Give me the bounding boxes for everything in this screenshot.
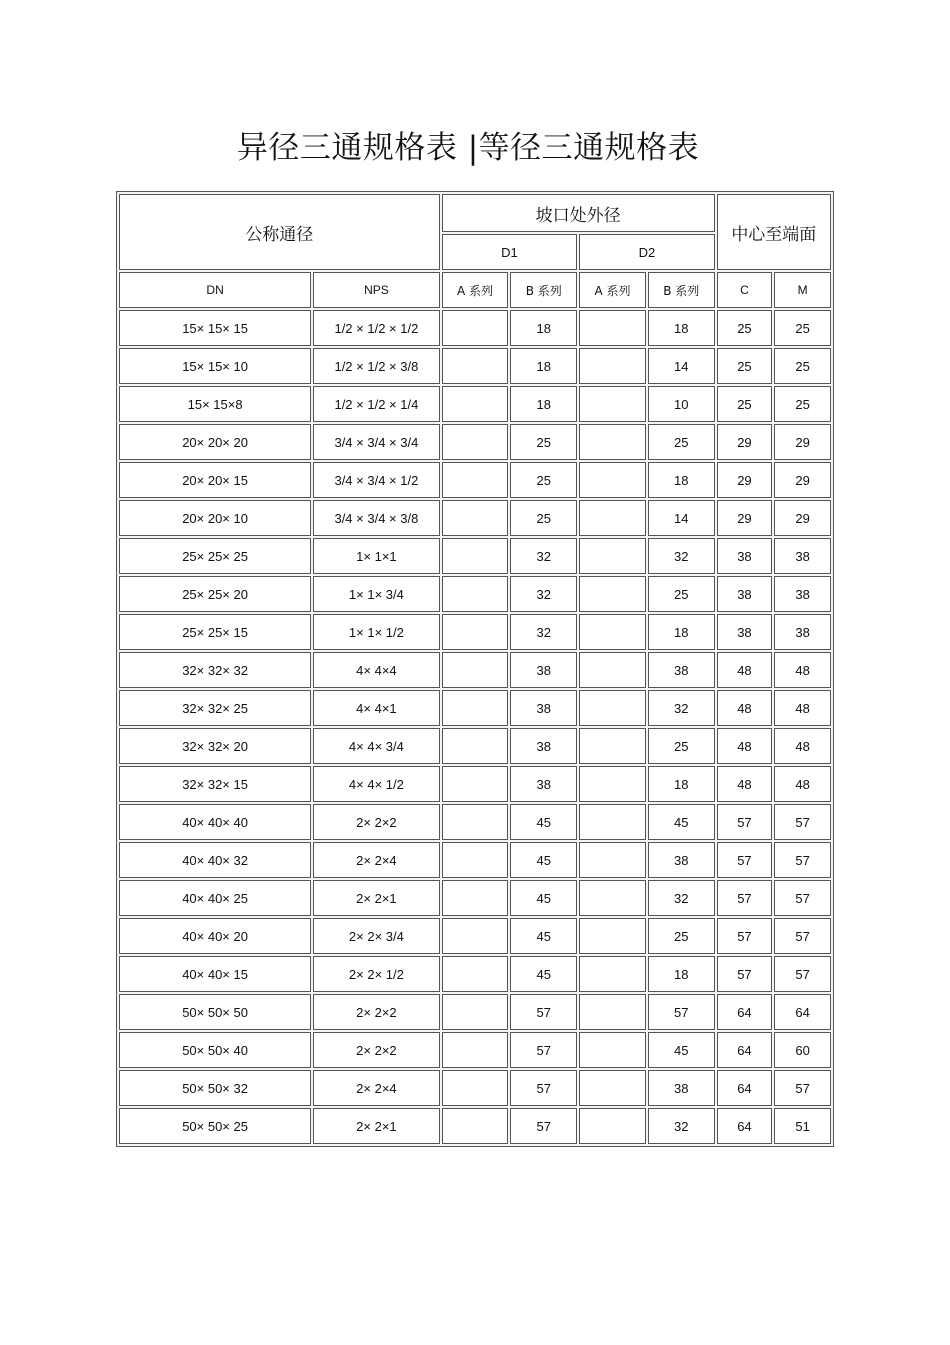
cell-d2-a-series	[579, 348, 646, 384]
cell-d2-a-series	[579, 690, 646, 726]
cell-c: 64	[717, 994, 773, 1030]
table-row	[119, 956, 831, 992]
cell-dn: 32× 32× 20	[119, 728, 311, 764]
table-row	[119, 386, 831, 422]
cell-c: 29	[717, 500, 773, 536]
cell-d1-a-series	[442, 1108, 509, 1144]
cell-nps: 2× 2×4	[313, 1070, 439, 1106]
cell-d1-a-series	[442, 310, 509, 346]
cell-d1-a-series	[442, 918, 509, 954]
spec-table-container	[116, 191, 834, 1147]
cell-d2-b-series: 10	[648, 386, 715, 422]
table-row	[119, 804, 831, 840]
cell-d1-b-series: 18	[510, 348, 577, 384]
cell-m: 57	[774, 956, 831, 992]
table-row	[119, 614, 831, 650]
cell-nps: 2× 2× 3/4	[313, 918, 439, 954]
cell-dn: 15× 15× 15	[119, 310, 311, 346]
cell-m: 64	[774, 994, 831, 1030]
cell-d1-b-series: 57	[510, 1108, 577, 1144]
cell-dn: 40× 40× 15	[119, 956, 311, 992]
cell-m: 38	[774, 538, 831, 574]
cell-c: 48	[717, 652, 773, 688]
cell-c: 64	[717, 1108, 773, 1144]
cell-d2-a-series	[579, 462, 646, 498]
cell-dn: 50× 50× 50	[119, 994, 311, 1030]
cell-d1-a-series	[442, 614, 509, 650]
cell-d1-b-series: 18	[510, 310, 577, 346]
cell-d1-b-series: 38	[510, 766, 577, 802]
table-row	[119, 766, 831, 802]
cell-d1-a-series	[442, 348, 509, 384]
cell-c: 48	[717, 728, 773, 764]
header-d2-a-series: A 系列	[579, 272, 646, 308]
cell-m: 38	[774, 576, 831, 612]
cell-m: 57	[774, 804, 831, 840]
cell-c: 25	[717, 386, 773, 422]
cell-d2-b-series: 45	[648, 804, 715, 840]
cell-d2-a-series	[579, 918, 646, 954]
cell-d2-b-series: 32	[648, 538, 715, 574]
cell-dn: 40× 40× 20	[119, 918, 311, 954]
cell-c: 57	[717, 956, 773, 992]
cell-d1-a-series	[442, 956, 509, 992]
cell-d1-b-series: 38	[510, 728, 577, 764]
table-row	[119, 690, 831, 726]
cell-c: 57	[717, 880, 773, 916]
cell-d2-b-series: 32	[648, 1108, 715, 1144]
header-d1-a-series: A 系列	[442, 272, 509, 308]
cell-d1-b-series: 57	[510, 1032, 577, 1068]
cell-d2-b-series: 57	[648, 994, 715, 1030]
cell-m: 57	[774, 842, 831, 878]
cell-c: 29	[717, 424, 773, 460]
cell-d1-a-series	[442, 652, 509, 688]
cell-dn: 50× 50× 25	[119, 1108, 311, 1144]
cell-d1-b-series: 45	[510, 880, 577, 916]
cell-d2-a-series	[579, 994, 646, 1030]
cell-d1-a-series	[442, 728, 509, 764]
cell-dn: 40× 40× 32	[119, 842, 311, 878]
cell-nps: 1/2 × 1/2 × 1/4	[313, 386, 439, 422]
cell-d1-a-series	[442, 994, 509, 1030]
header-d1-b-series: B 系列	[510, 272, 577, 308]
cell-nps: 2× 2×1	[313, 880, 439, 916]
table-row	[119, 1108, 831, 1144]
header-d2: D2	[579, 234, 715, 270]
cell-nps: 2× 2×4	[313, 842, 439, 878]
cell-nps: 2× 2×1	[313, 1108, 439, 1144]
cell-m: 60	[774, 1032, 831, 1068]
cell-nps: 1/2 × 1/2 × 1/2	[313, 310, 439, 346]
cell-d1-a-series	[442, 462, 509, 498]
cell-dn: 40× 40× 40	[119, 804, 311, 840]
cell-d2-b-series: 38	[648, 652, 715, 688]
cell-nps: 1× 1× 3/4	[313, 576, 439, 612]
cell-c: 64	[717, 1032, 773, 1068]
cell-m: 51	[774, 1108, 831, 1144]
cell-d2-a-series	[579, 766, 646, 802]
header-nominal-diameter: 公称通径	[119, 194, 440, 270]
cell-d2-a-series	[579, 386, 646, 422]
cell-m: 25	[774, 310, 831, 346]
cell-d2-b-series: 18	[648, 310, 715, 346]
cell-d1-a-series	[442, 386, 509, 422]
cell-d1-b-series: 25	[510, 462, 577, 498]
cell-d2-b-series: 25	[648, 728, 715, 764]
cell-d2-b-series: 45	[648, 1032, 715, 1068]
table-row	[119, 310, 831, 346]
cell-d2-b-series: 38	[648, 1070, 715, 1106]
header-d2-b-series: B 系列	[648, 272, 715, 308]
cell-d1-a-series	[442, 880, 509, 916]
cell-d1-b-series: 38	[510, 690, 577, 726]
cell-nps: 1× 1×1	[313, 538, 439, 574]
cell-d2-b-series: 18	[648, 614, 715, 650]
cell-d1-a-series	[442, 500, 509, 536]
cell-dn: 25× 25× 25	[119, 538, 311, 574]
cell-d2-a-series	[579, 804, 646, 840]
cell-c: 25	[717, 348, 773, 384]
cell-d2-b-series: 25	[648, 576, 715, 612]
cell-nps: 4× 4×4	[313, 652, 439, 688]
cell-d1-a-series	[442, 538, 509, 574]
cell-c: 38	[717, 576, 773, 612]
cell-d1-b-series: 32	[510, 538, 577, 574]
cell-d2-a-series	[579, 1032, 646, 1068]
cell-dn: 40× 40× 25	[119, 880, 311, 916]
cell-dn: 20× 20× 10	[119, 500, 311, 536]
cell-d2-b-series: 38	[648, 842, 715, 878]
table-row	[119, 918, 831, 954]
cell-c: 64	[717, 1070, 773, 1106]
cell-d1-b-series: 38	[510, 652, 577, 688]
cell-d1-a-series	[442, 576, 509, 612]
cell-d2-b-series: 32	[648, 690, 715, 726]
cell-dn: 32× 32× 15	[119, 766, 311, 802]
cell-d1-a-series	[442, 766, 509, 802]
cell-m: 57	[774, 880, 831, 916]
table-row	[119, 880, 831, 916]
cell-d1-a-series	[442, 1032, 509, 1068]
cell-m: 48	[774, 690, 831, 726]
spec-table	[116, 191, 834, 1147]
cell-c: 57	[717, 804, 773, 840]
cell-d2-a-series	[579, 1070, 646, 1106]
cell-nps: 2× 2×2	[313, 1032, 439, 1068]
table-row	[119, 1032, 831, 1068]
cell-dn: 20× 20× 20	[119, 424, 311, 460]
header-bevel-outer-diameter: 坡口处外径	[442, 194, 715, 232]
page-title: 异径三通规格表 |等径三通规格表	[236, 130, 700, 166]
cell-d2-b-series: 18	[648, 462, 715, 498]
cell-c: 29	[717, 462, 773, 498]
table-row	[119, 1070, 831, 1106]
cell-dn: 32× 32× 32	[119, 652, 311, 688]
cell-d1-b-series: 45	[510, 842, 577, 878]
cell-m: 25	[774, 386, 831, 422]
cell-m: 57	[774, 918, 831, 954]
cell-m: 48	[774, 766, 831, 802]
cell-d1-b-series: 25	[510, 500, 577, 536]
cell-m: 25	[774, 348, 831, 384]
cell-dn: 25× 25× 15	[119, 614, 311, 650]
cell-d1-b-series: 45	[510, 804, 577, 840]
cell-d1-a-series	[442, 690, 509, 726]
cell-d2-a-series	[579, 1108, 646, 1144]
cell-d1-b-series: 25	[510, 424, 577, 460]
cell-d2-a-series	[579, 842, 646, 878]
cell-c: 57	[717, 918, 773, 954]
header-c: C	[717, 272, 773, 308]
cell-m: 38	[774, 614, 831, 650]
cell-d1-b-series: 45	[510, 918, 577, 954]
table-row	[119, 424, 831, 460]
cell-nps: 3/4 × 3/4 × 3/8	[313, 500, 439, 536]
cell-m: 29	[774, 462, 831, 498]
table-row	[119, 462, 831, 498]
header-center-to-end: 中心至端面	[717, 194, 831, 270]
cell-d2-a-series	[579, 500, 646, 536]
cell-d1-b-series: 18	[510, 386, 577, 422]
cell-nps: 4× 4×1	[313, 690, 439, 726]
cell-dn: 50× 50× 40	[119, 1032, 311, 1068]
cell-d2-a-series	[579, 424, 646, 460]
cell-d2-b-series: 18	[648, 956, 715, 992]
cell-dn: 15× 15×8	[119, 386, 311, 422]
table-row	[119, 576, 831, 612]
header-dn: DN	[119, 272, 311, 308]
cell-nps: 4× 4× 1/2	[313, 766, 439, 802]
cell-d1-b-series: 57	[510, 994, 577, 1030]
cell-dn: 32× 32× 25	[119, 690, 311, 726]
header-m: M	[774, 272, 831, 308]
cell-d2-a-series	[579, 652, 646, 688]
cell-d2-a-series	[579, 310, 646, 346]
cell-d2-b-series: 32	[648, 880, 715, 916]
cell-nps: 2× 2×2	[313, 994, 439, 1030]
cell-d2-a-series	[579, 538, 646, 574]
cell-d2-a-series	[579, 956, 646, 992]
cell-nps: 1× 1× 1/2	[313, 614, 439, 650]
cell-dn: 50× 50× 32	[119, 1070, 311, 1106]
cell-c: 57	[717, 842, 773, 878]
cell-d1-a-series	[442, 424, 509, 460]
table-row	[119, 538, 831, 574]
cell-c: 48	[717, 766, 773, 802]
cell-dn: 15× 15× 10	[119, 348, 311, 384]
cell-c: 25	[717, 310, 773, 346]
cell-nps: 3/4 × 3/4 × 3/4	[313, 424, 439, 460]
cell-nps: 2× 2× 1/2	[313, 956, 439, 992]
cell-d2-b-series: 25	[648, 918, 715, 954]
cell-m: 29	[774, 424, 831, 460]
cell-d2-a-series	[579, 614, 646, 650]
table-row	[119, 500, 831, 536]
cell-nps: 1/2 × 1/2 × 3/8	[313, 348, 439, 384]
cell-nps: 3/4 × 3/4 × 1/2	[313, 462, 439, 498]
table-row	[119, 348, 831, 384]
cell-d2-b-series: 14	[648, 500, 715, 536]
table-row	[119, 994, 831, 1030]
cell-m: 48	[774, 652, 831, 688]
cell-d1-b-series: 57	[510, 1070, 577, 1106]
cell-dn: 25× 25× 20	[119, 576, 311, 612]
cell-d1-b-series: 32	[510, 614, 577, 650]
cell-d1-a-series	[442, 1070, 509, 1106]
cell-d2-a-series	[579, 576, 646, 612]
cell-d2-b-series: 18	[648, 766, 715, 802]
cell-m: 29	[774, 500, 831, 536]
cell-d2-b-series: 14	[648, 348, 715, 384]
cell-d2-b-series: 25	[648, 424, 715, 460]
cell-c: 48	[717, 690, 773, 726]
cell-c: 38	[717, 614, 773, 650]
header-d1: D1	[442, 234, 578, 270]
table-row	[119, 842, 831, 878]
cell-d1-a-series	[442, 804, 509, 840]
header-nps: NPS	[313, 272, 439, 308]
cell-nps: 2× 2×2	[313, 804, 439, 840]
cell-d2-a-series	[579, 880, 646, 916]
cell-m: 48	[774, 728, 831, 764]
cell-d2-a-series	[579, 728, 646, 764]
cell-d1-a-series	[442, 842, 509, 878]
cell-d1-b-series: 45	[510, 956, 577, 992]
cell-d1-b-series: 32	[510, 576, 577, 612]
cell-dn: 20× 20× 15	[119, 462, 311, 498]
cell-c: 38	[717, 538, 773, 574]
table-row	[119, 728, 831, 764]
cell-nps: 4× 4× 3/4	[313, 728, 439, 764]
cell-m: 57	[774, 1070, 831, 1106]
table-row	[119, 652, 831, 688]
